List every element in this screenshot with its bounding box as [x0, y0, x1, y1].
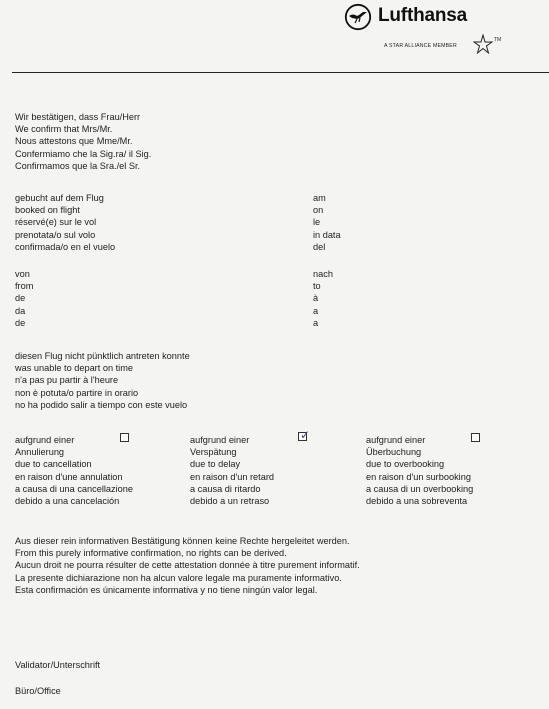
- date-label: am: [313, 193, 326, 203]
- reason-line: due to delay: [190, 459, 241, 470]
- overbooking-checkbox[interactable]: [471, 433, 480, 442]
- checkmark-icon: ✓: [300, 428, 311, 442]
- from-label: von: [15, 269, 30, 279]
- confirm-line: We confirm that Mrs/Mr.: [15, 124, 113, 135]
- reason-overbooking: [366, 434, 473, 507]
- reason-line: en raison d'une annulation: [15, 471, 123, 482]
- date-label: le: [313, 217, 321, 228]
- to-label: to: [313, 281, 321, 292]
- to-label: nach: [313, 269, 333, 279]
- to-label: à: [313, 293, 319, 304]
- disclaimer-line: From this purely informative confirmation, no rights can be derived.: [15, 548, 287, 559]
- unable-line: diesen Flug nicht pünktlich antreten konnte: [15, 351, 190, 361]
- disclaimer-line: Aus dieser rein informativen Bestätigung können keine Rechte hergeleitet werden.: [15, 536, 350, 546]
- confirm-line: Confermiamo che la Sig.ra/ il Sig.: [15, 148, 152, 159]
- date-label: on: [313, 205, 324, 216]
- reason-line: aufgrund einer: [366, 435, 426, 445]
- to-block: [313, 268, 333, 329]
- disclaimer-block: [15, 535, 360, 596]
- header-divider: [12, 72, 549, 73]
- booked-block: [15, 192, 115, 253]
- reason-line: due to cancellation: [15, 459, 92, 470]
- reason-line: Annulierung: [15, 447, 65, 458]
- from-label: da: [15, 305, 26, 316]
- reason-line: a causa di un overbooking: [366, 483, 474, 494]
- delay-checkbox[interactable]: [298, 428, 311, 442]
- disclaimer-line: La presente dichiarazione non ha alcun valore legale ma puramente informativo.: [15, 572, 342, 583]
- confirm-block: [15, 111, 151, 172]
- reason-line: aufgrund einer: [15, 435, 75, 445]
- unable-line: no ha podido salir a tiempo con este vuelo: [15, 399, 188, 410]
- unable-block: [15, 350, 190, 411]
- from-block: [15, 268, 33, 329]
- reason-line: Überbuchung: [366, 447, 422, 458]
- unable-line: non è potuta/o partire in orario: [15, 387, 139, 398]
- reason-delay: [190, 434, 274, 507]
- reason-line: aufgrund einer: [190, 435, 250, 445]
- unable-line: was unable to depart on time: [15, 363, 133, 374]
- booked-line: booked on flight: [15, 205, 80, 216]
- reason-line: en raison d'un retard: [190, 471, 274, 482]
- booked-line: gebucht auf dem Flug: [15, 193, 104, 203]
- date-label-block: [313, 192, 341, 253]
- confirm-line: Wir bestätigen, dass Frau/Herr: [15, 112, 141, 122]
- reason-line: debido a una cancelación: [15, 496, 120, 507]
- reason-line: Verspätung: [190, 447, 237, 458]
- reason-line: a causa di ritardo: [190, 483, 261, 494]
- crane-logo-icon: [344, 3, 372, 31]
- unable-line: n'a pas pu partir à l'heure: [15, 375, 119, 386]
- from-label: de: [15, 317, 26, 328]
- confirm-line: Nous attestons que Mme/Mr.: [15, 136, 133, 147]
- disclaimer-line: Aucun droit ne pourra résulter de cette attestation donnée à titre purement informatif.: [15, 560, 360, 571]
- booked-line: réservé(e) sur le vol: [15, 217, 97, 228]
- trademark-mark: TM: [494, 37, 502, 43]
- reason-line: debido a una sobreventa: [366, 496, 468, 507]
- to-label: a: [313, 317, 319, 328]
- brand-tagline: A STAR ALLIANCE MEMBER: [384, 43, 457, 49]
- from-label: de: [15, 293, 26, 304]
- validator-label: Validator/Unterschrift: [15, 660, 101, 670]
- office-label: Büro/Office: [15, 686, 61, 696]
- confirm-line: Confirmamos que la Sra./el Sr.: [15, 160, 141, 171]
- date-label: del: [313, 241, 326, 252]
- date-label: in data: [313, 229, 341, 240]
- from-label: from: [15, 281, 34, 292]
- reason-line: a causa di una cancellazione: [15, 483, 133, 494]
- booked-line: prenotata/o sul volo: [15, 229, 96, 240]
- brand-name: Lufthansa: [378, 5, 467, 26]
- reason-line: due to overbooking: [366, 459, 445, 470]
- star-alliance-icon: [473, 34, 493, 54]
- reason-line: debido a un retraso: [190, 496, 270, 507]
- reason-line: en raison d'un surbooking: [366, 471, 471, 482]
- cancellation-checkbox[interactable]: [120, 433, 129, 442]
- disclaimer-line: Esta confirmación es únicamente informativa y no tiene ningún valor legal.: [15, 584, 318, 595]
- booked-line: confirmada/o en el vuelo: [15, 241, 116, 252]
- reason-cancellation: [15, 434, 133, 507]
- to-label: a: [313, 305, 319, 316]
